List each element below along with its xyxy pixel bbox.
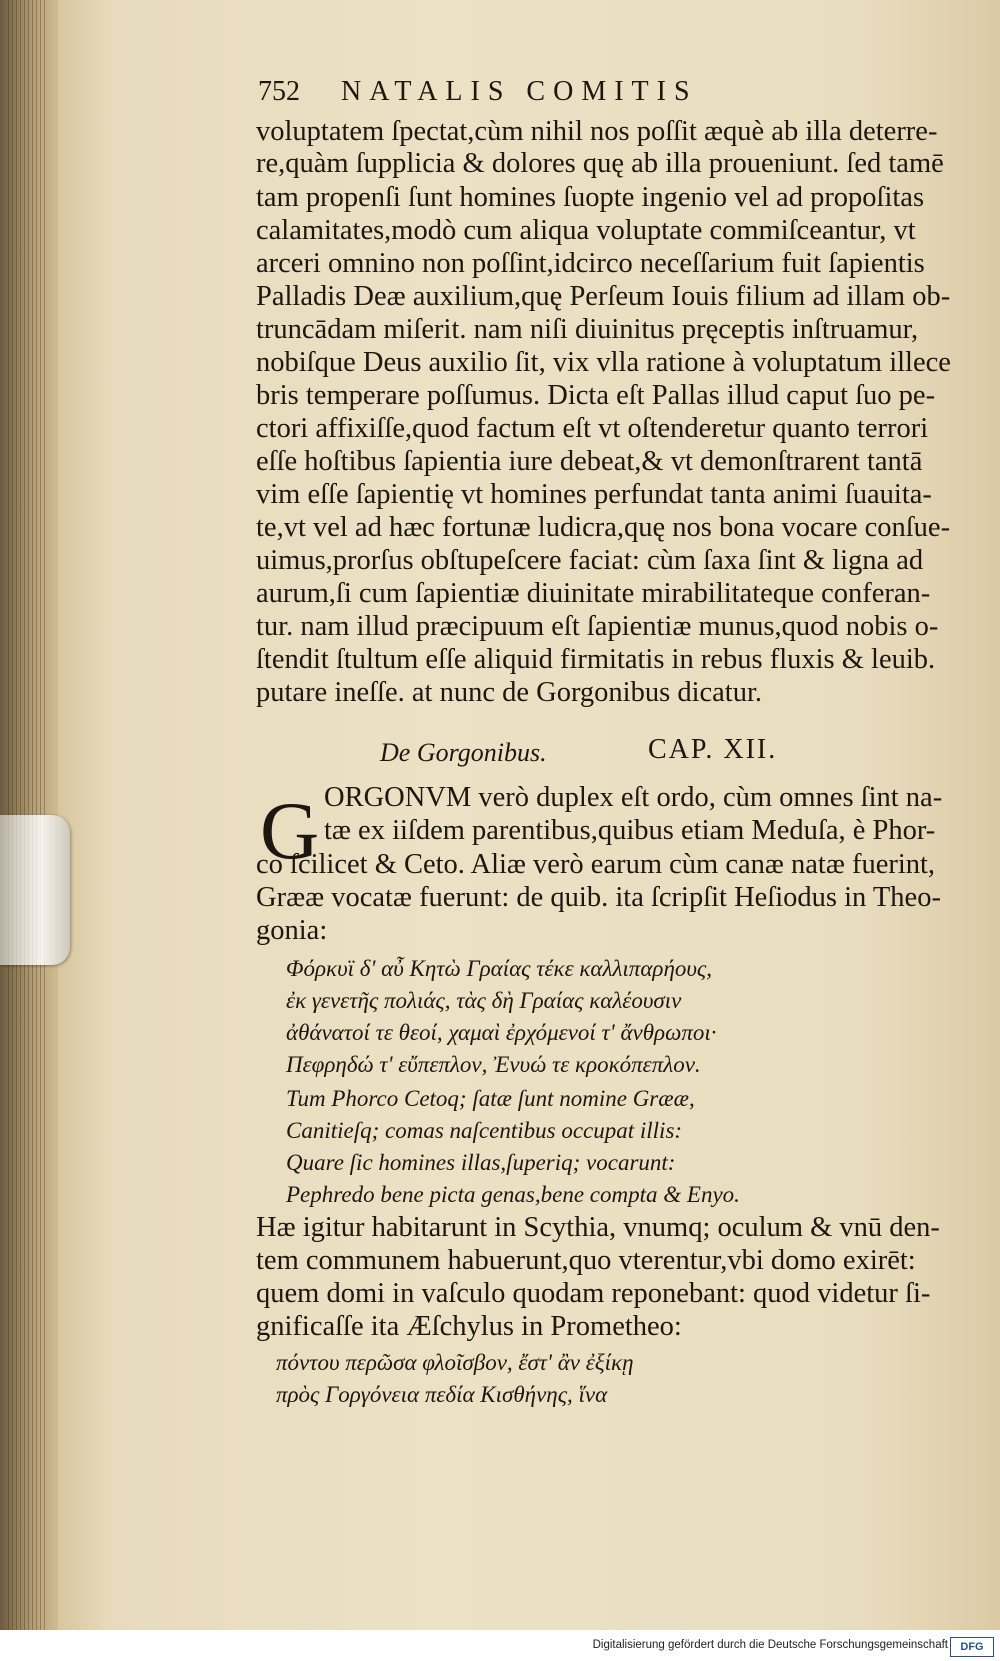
text-line: arceri omnino non poſſint,idcirco neceſſarium fuit ſapientis bbox=[256, 248, 925, 279]
text-line: re,quàm ſupplicia & dolores quę ab illa proueniunt. ſed tamē bbox=[256, 148, 944, 179]
book-page bbox=[58, 0, 1000, 1630]
text-line: calamitates,modò cum aliqua voluptate commiſceantur, vt bbox=[256, 215, 916, 246]
text-line: bris temperare poſſumus. Dicta eſt Pallas illud caput ſuo pe- bbox=[256, 380, 936, 411]
footer-bar bbox=[0, 1633, 1000, 1661]
latin-verse-line: Pephredo bene picta genas,bene compta & Enyo. bbox=[286, 1182, 740, 1207]
greek-verse-line: πόντου περῶσα φλοῖσβον, ἔστ' ἂν ἐξίκῃ bbox=[276, 1350, 634, 1375]
page-number: 752 bbox=[258, 76, 300, 107]
text-line: Grææ vocatæ fuerunt: de quib. ita ſcripſit Heſiodus in Theo- bbox=[256, 882, 941, 913]
dfg-logo: DFG bbox=[950, 1637, 994, 1657]
page-clip bbox=[0, 815, 70, 965]
latin-verse-line: Quare ſic homines illas,ſuperiq; vocarunt: bbox=[286, 1150, 676, 1175]
text-line: uimus,prorſus obſtupeſcere faciat: cùm ſaxa ſint & ligna ad bbox=[256, 545, 924, 576]
text-line: quem domi in vaſculo quodam reponebant: quod videtur ſi- bbox=[256, 1278, 931, 1309]
text-line: gonia: bbox=[256, 915, 328, 946]
funding-credit: Digitalisierung gefördert durch die Deutsche Forschungsgemeinschaft bbox=[592, 1639, 948, 1651]
greek-verse-line: Πεφρηδώ τ' εὔπεπλον, Ἐνυώ τε κροκόπεπλον. bbox=[286, 1052, 701, 1077]
greek-verse-line: ἐκ γενετῆς πολιάς, τὰς δὴ Γραίας καλέουσιν bbox=[286, 988, 682, 1013]
text-line: te,vt vel ad hæc fortunæ ludicra,quę nos bona vocare conſue- bbox=[256, 512, 951, 543]
text-line: vim eſſe ſapientię vt homines perfundat tanta animi ſuauita- bbox=[256, 479, 932, 510]
drop-cap: G bbox=[260, 785, 320, 876]
text-line: nobiſque Deus auxilio ſit, vix vlla ratione à voluptatum illece bbox=[256, 347, 951, 378]
text-line: tam propenſi ſunt homines ſuopte ingenio vel ad propoſitas bbox=[256, 182, 925, 213]
text-line: eſſe hoſtibus ſapientia iure debeat,& vt demonſtrarent tantā bbox=[256, 446, 923, 477]
chapter-number: CAP. XII. bbox=[648, 734, 778, 765]
latin-verse-line: Tum Phorco Cetoq; ſatæ ſunt nomine Grææ, bbox=[286, 1086, 695, 1111]
running-header bbox=[258, 76, 698, 108]
text-line: putare ineſſe. at nunc de Gorgonibus dicatur. bbox=[256, 677, 763, 708]
text-line: co ſcilicet & Ceto. Aliæ verò earum cùm canæ natæ fuerint, bbox=[256, 849, 936, 880]
greek-verse-line: Φόρκυϊ δ' αὖ Κητὼ Γραίας τέκε καλλιπαρήους, bbox=[286, 956, 712, 981]
text-line: ORGONVM verò duplex eſt ordo, cùm omnes ſint na- bbox=[324, 782, 943, 813]
text-line: aurum,ſi cum ſapientiæ diuinitate mirabilitateque conferan- bbox=[256, 578, 931, 609]
text-line: tem communem habuerunt,quo vterentur,vbi domo exirēt: bbox=[256, 1245, 916, 1276]
text-line: ctori affixiſſe,quod factum eſt vt oſtenderetur quanto terrori bbox=[256, 413, 929, 444]
text-line: truncādam miſerit. nam niſi diuinitus pręceptis inſtruamur, bbox=[256, 314, 919, 345]
text-line: Hæ igitur habitarunt in Scythia, vnumq; oculum & vnū den- bbox=[256, 1212, 940, 1243]
text-line: gnificaſſe ita Æſchylus in Prometheo: bbox=[256, 1311, 682, 1342]
text-line: voluptatem ſpectat,cùm nihil nos poſſit æquè ab illa deterre- bbox=[256, 116, 938, 147]
greek-verse-line: πρὸς Γοργόνεια πεδία Κισθήνης, ἵνα bbox=[276, 1382, 608, 1407]
latin-verse-line: Canitieſq; comas naſcentibus occupat illis: bbox=[286, 1118, 683, 1143]
text-line: Palladis Deæ auxilium,quę Perſeum Iouis filium ad illam ob- bbox=[256, 281, 951, 312]
running-title: NATALIS COMITIS bbox=[341, 76, 698, 107]
chapter-title: De Gorgonibus. bbox=[380, 738, 547, 767]
text-line: ſtendit ſtultum eſſe aliquid firmitatis in rebus fluxis & leuib. bbox=[256, 644, 936, 675]
text-line: tæ ex iiſdem parentibus,quibus etiam Meduſa, è Phor- bbox=[324, 815, 936, 846]
text-line: tur. nam illud præcipuum eſt ſapientiæ munus,quod nobis o- bbox=[256, 611, 939, 642]
greek-verse-line: ἀθάνατοί τε θεοί, χαμαὶ ἐρχόμενοί τ' ἄνθρωποι· bbox=[286, 1020, 717, 1045]
